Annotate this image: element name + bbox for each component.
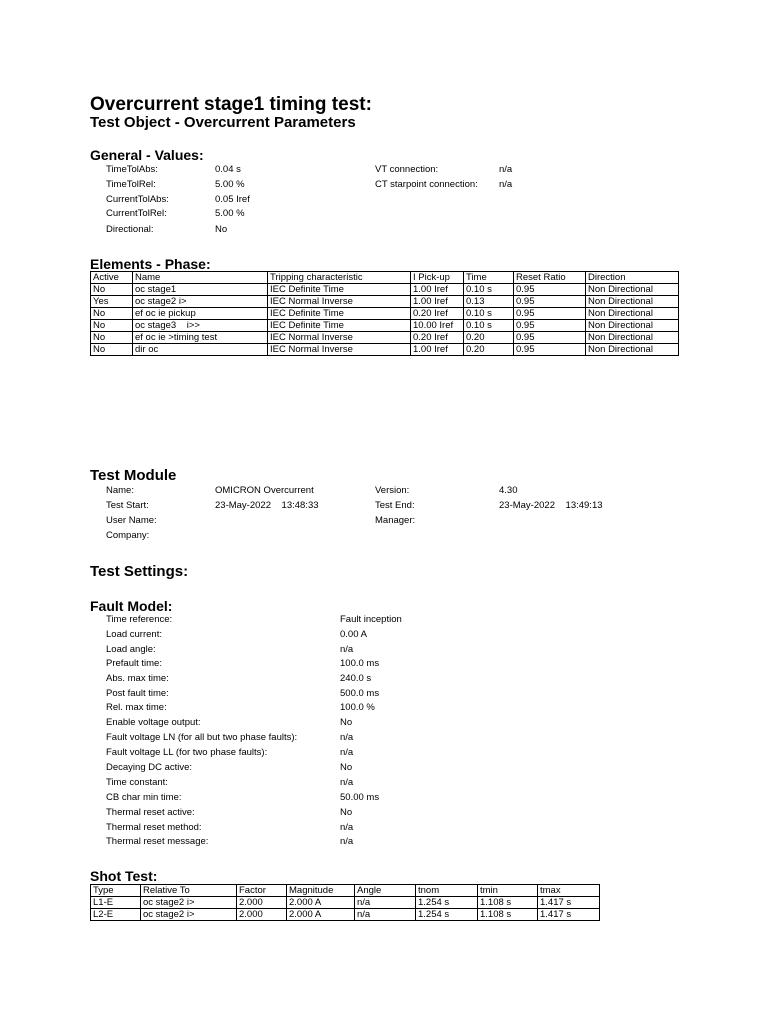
- table-cell: 1.00 Iref: [411, 344, 464, 356]
- elements-phase-heading: Elements - Phase:: [90, 256, 211, 272]
- field-value: n/a: [499, 164, 513, 175]
- field-value: No: [340, 762, 353, 773]
- field-value: n/a: [340, 644, 354, 655]
- field-label: Load current:: [106, 629, 162, 640]
- table-cell: Yes: [91, 296, 133, 308]
- field-label: Thermal reset message:: [106, 836, 209, 847]
- table-cell: No: [91, 308, 133, 320]
- table-cell: 0.10 s: [464, 284, 514, 296]
- table-cell: Non Directional: [586, 332, 679, 344]
- table-cell: 1.417 s: [538, 897, 600, 909]
- table-cell: 0.10 s: [464, 308, 514, 320]
- field-label: CT starpoint connection:: [375, 179, 478, 190]
- column-header: tnom: [416, 885, 478, 897]
- field-value: 0.00 A: [340, 629, 367, 640]
- table-cell: 0.13: [464, 296, 514, 308]
- table-row: [91, 344, 679, 356]
- field-label: Test End:: [375, 500, 415, 511]
- table-cell: L1-E: [91, 897, 141, 909]
- page-title: Overcurrent stage1 timing test:: [90, 94, 372, 115]
- general-values-heading: General - Values:: [90, 147, 204, 163]
- field-value: n/a: [340, 836, 354, 847]
- field-value: 5.00 %: [215, 179, 245, 190]
- field-label: Company:: [106, 530, 150, 541]
- field-label: CurrentTolAbs:: [106, 194, 169, 205]
- table-cell: No: [91, 332, 133, 344]
- column-header: Tripping characteristic: [268, 272, 411, 284]
- field-value: 23-May-2022 13:49:13: [499, 500, 603, 511]
- field-value: n/a: [499, 179, 513, 190]
- table-cell: 0.20 Iref: [411, 332, 464, 344]
- field-label: TimeTolRel:: [106, 179, 156, 190]
- table-row: [91, 332, 679, 344]
- field-value: n/a: [340, 747, 354, 758]
- table-cell: 0.95: [514, 332, 586, 344]
- elements-phase-table: [90, 271, 679, 356]
- column-header: Type: [91, 885, 141, 897]
- table-row: [91, 897, 600, 909]
- table-cell: 1.108 s: [478, 909, 538, 921]
- field-value: n/a: [340, 822, 354, 833]
- field-label: Abs. max time:: [106, 673, 169, 684]
- page-subtitle: Test Object - Overcurrent Parameters: [90, 114, 356, 131]
- field-label: Version:: [375, 485, 410, 496]
- field-value: 500.0 ms: [340, 688, 380, 699]
- field-value: 4.30: [499, 485, 518, 496]
- field-value: Fault inception: [340, 614, 402, 625]
- column-header: Relative To: [141, 885, 237, 897]
- table-row: [91, 909, 600, 921]
- shot-test-table: [90, 884, 600, 921]
- column-header: tmax: [538, 885, 600, 897]
- table-cell: Non Directional: [586, 320, 679, 332]
- field-value: No: [340, 807, 353, 818]
- column-header: Magnitude: [287, 885, 355, 897]
- table-cell: Non Directional: [586, 344, 679, 356]
- table-cell: IEC Definite Time: [268, 284, 411, 296]
- table-cell: No: [91, 344, 133, 356]
- table-cell: dir oc: [133, 344, 268, 356]
- table-cell: oc stage3 i>>: [133, 320, 268, 332]
- field-label: Enable voltage output:: [106, 717, 201, 728]
- table-cell: ef oc ie pickup: [133, 308, 268, 320]
- table-cell: IEC Normal Inverse: [268, 296, 411, 308]
- table-cell: IEC Definite Time: [268, 308, 411, 320]
- field-label: CB char min time:: [106, 792, 182, 803]
- table-cell: Non Directional: [586, 308, 679, 320]
- field-value: 0.05 Iref: [215, 194, 250, 205]
- column-header: tmin: [478, 885, 538, 897]
- table-row: [91, 320, 679, 332]
- field-value: 5.00 %: [215, 208, 245, 219]
- table-cell: 0.95: [514, 344, 586, 356]
- field-value: 240.0 s: [340, 673, 372, 684]
- field-value: No: [215, 224, 228, 235]
- field-label: Post fault time:: [106, 688, 169, 699]
- field-label: Rel. max time:: [106, 702, 167, 713]
- table-cell: 1.254 s: [416, 909, 478, 921]
- field-label: Decaying DC active:: [106, 762, 193, 773]
- field-label: Thermal reset method:: [106, 822, 202, 833]
- table-cell: 0.20 Iref: [411, 308, 464, 320]
- field-label: VT connection:: [375, 164, 439, 175]
- column-header: Reset Ratio: [514, 272, 586, 284]
- field-label: Test Start:: [106, 500, 149, 511]
- field-label: CurrentTolRel:: [106, 208, 167, 219]
- table-cell: 1.108 s: [478, 897, 538, 909]
- table-row: [91, 284, 679, 296]
- table-cell: 0.95: [514, 308, 586, 320]
- test-module-heading: Test Module: [90, 467, 177, 484]
- table-cell: 0.20: [464, 332, 514, 344]
- column-header: Name: [133, 272, 268, 284]
- test-settings-heading: Test Settings:: [90, 563, 189, 580]
- table-cell: n/a: [355, 897, 416, 909]
- column-header: Active: [91, 272, 133, 284]
- field-value: No: [340, 717, 353, 728]
- field-value: 23-May-2022 13:48:33: [215, 500, 319, 511]
- field-label: Prefault time:: [106, 658, 162, 669]
- field-label: Fault voltage LN (for all but two phase faults):: [106, 732, 298, 743]
- column-header: Angle: [355, 885, 416, 897]
- table-cell: Non Directional: [586, 296, 679, 308]
- field-label: Name:: [106, 485, 134, 496]
- table-cell: oc stage2 i>: [141, 909, 237, 921]
- field-value: 0.04 s: [215, 164, 241, 175]
- column-header: Direction: [586, 272, 679, 284]
- field-label: Load angle:: [106, 644, 156, 655]
- table-cell: ef oc ie >timing test: [133, 332, 268, 344]
- table-cell: 2.000 A: [287, 897, 355, 909]
- field-label: TimeTolAbs:: [106, 164, 158, 175]
- field-value: 100.0 ms: [340, 658, 380, 669]
- table-cell: 1.254 s: [416, 897, 478, 909]
- fault-model-heading: Fault Model:: [90, 598, 173, 614]
- table-cell: IEC Normal Inverse: [268, 344, 411, 356]
- column-header: Factor: [237, 885, 287, 897]
- table-cell: oc stage2 i>: [133, 296, 268, 308]
- field-label: Time constant:: [106, 777, 168, 788]
- field-label: Time reference:: [106, 614, 173, 625]
- table-cell: 1.417 s: [538, 909, 600, 921]
- table-cell: 2.000: [237, 897, 287, 909]
- table-cell: 1.00 Iref: [411, 296, 464, 308]
- field-label: Fault voltage LL (for two phase faults):: [106, 747, 268, 758]
- table-cell: IEC Definite Time: [268, 320, 411, 332]
- table-cell: 0.95: [514, 284, 586, 296]
- field-value: 50.00 ms: [340, 792, 380, 803]
- table-cell: IEC Normal Inverse: [268, 332, 411, 344]
- field-value: n/a: [340, 732, 354, 743]
- table-header-row: [91, 272, 679, 284]
- field-value: 100.0 %: [340, 702, 375, 713]
- table-header-row: [91, 885, 600, 897]
- field-value: n/a: [340, 777, 354, 788]
- table-cell: No: [91, 320, 133, 332]
- table-cell: No: [91, 284, 133, 296]
- table-cell: 0.95: [514, 296, 586, 308]
- table-cell: 1.00 Iref: [411, 284, 464, 296]
- table-cell: 10.00 Iref: [411, 320, 464, 332]
- table-row: [91, 296, 679, 308]
- table-cell: oc stage2 i>: [141, 897, 237, 909]
- field-label: Directional:: [106, 224, 154, 235]
- field-label: User Name:: [106, 515, 157, 526]
- table-cell: L2-E: [91, 909, 141, 921]
- table-cell: oc stage1: [133, 284, 268, 296]
- table-cell: 0.95: [514, 320, 586, 332]
- column-header: I Pick-up: [411, 272, 464, 284]
- table-cell: n/a: [355, 909, 416, 921]
- field-value: OMICRON Overcurrent: [215, 485, 314, 496]
- table-cell: 2.000: [237, 909, 287, 921]
- field-label: Manager:: [375, 515, 416, 526]
- table-cell: Non Directional: [586, 284, 679, 296]
- field-label: Thermal reset active:: [106, 807, 195, 818]
- table-cell: 2.000 A: [287, 909, 355, 921]
- column-header: Time: [464, 272, 514, 284]
- shot-test-heading: Shot Test:: [90, 868, 158, 884]
- table-cell: 0.20: [464, 344, 514, 356]
- table-row: [91, 308, 679, 320]
- table-cell: 0.10 s: [464, 320, 514, 332]
